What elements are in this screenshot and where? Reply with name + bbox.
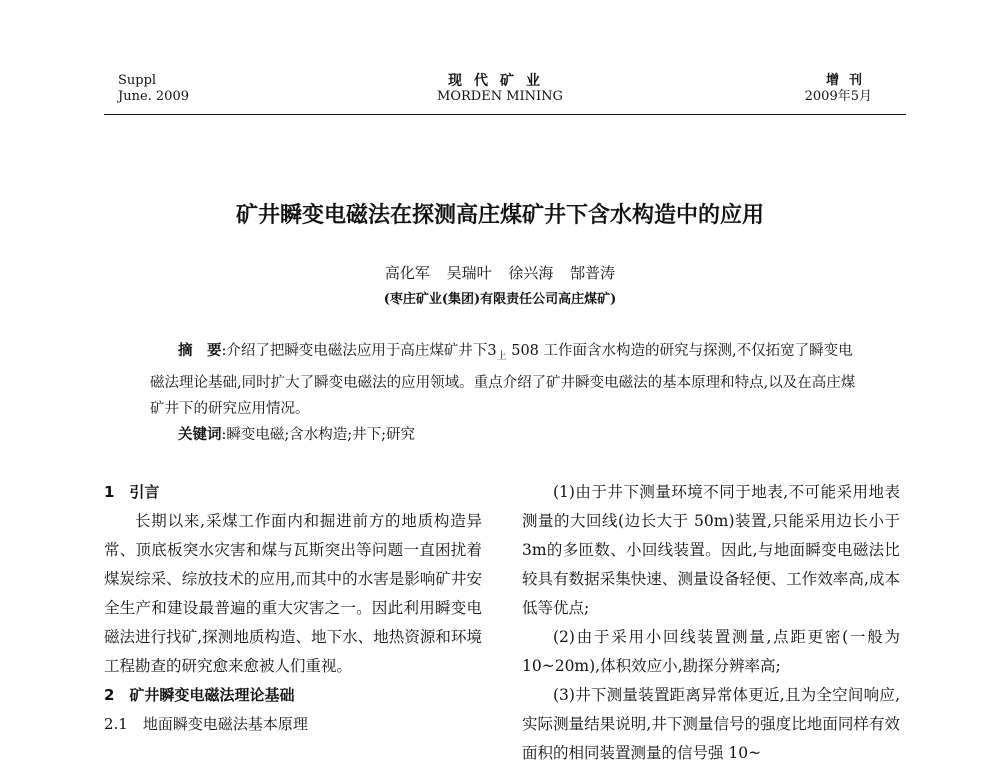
right-paragraph-1: (1)由于井下测量环境不同于地表,不可能采用地表测量的大回线(边长大于 50m)装置,只能采用边长小于3m的多匝数、小回线装置。因此,与地面瞬变电磁法比较具有数据采集快速、测量设备轻便、工作效率高,成本低等优点; [522, 483, 900, 617]
section-2-heading: 2 矿井瞬变电磁法理论基础 [104, 686, 295, 704]
section-2-1-heading: 2.1 地面瞬变电磁法基本原理 [104, 715, 308, 733]
header-month-year: June. 2009 [118, 89, 189, 104]
abstract-text [150, 338, 866, 422]
header-suppl: Suppl [118, 73, 157, 88]
header-supplement-cn: 增刊 [825, 73, 872, 88]
paper-title: 矿井瞬变电磁法在探测高庄煤矿井下含水构造中的应用 [235, 203, 764, 228]
journal-name-en: MORDEN MINING [437, 89, 563, 104]
body-left-column [104, 478, 482, 739]
header-rule [104, 114, 906, 115]
abstract [150, 338, 866, 448]
abstract-body-part1: :介绍了把瞬变电磁法应用于高庄煤矿井下3 [221, 343, 497, 359]
header-date [805, 73, 872, 105]
paper-affiliation: (枣庄矿业(集团)有限责任公司高庄煤矿) [383, 292, 617, 307]
section-1-paragraph: 长期以来,采煤工作面内和掘进前方的地质构造异常、顶底板突水灾害和煤与瓦斯突出等问题一直困扰着煤炭综采、综放技术的应用,而其中的水害是影响矿井安全生产和建设最普遍的重大灾害之一。因此利用瞬变电磁法进行找矿,探测地质构造、地下水、地热资源和环境工程勘查的研究愈来愈被人们重视。 [104, 512, 482, 675]
body-right-column [522, 478, 900, 768]
paper-authors: 高化军 吴瑞叶 徐兴海 郜普涛 [384, 264, 616, 282]
right-paragraph-3: (3)井下测量装置距离异常体更近,且为全空间响应,实际测量结果说明,井下测量信号的强度比地面同样有效面积的相同装置测量的信号强 10~ [522, 686, 900, 762]
keywords-list: :瞬变电磁;含水构造;井下;研究 [221, 426, 416, 443]
keywords-label: 关键词 [178, 426, 222, 443]
journal-name-cn: 现代矿业 [448, 73, 552, 89]
keywords [150, 422, 866, 448]
right-paragraph-2: (2)由于采用小回线装置测量,点距更密(一般为 10~20m),体积效应小,勘探分辨率高; [522, 628, 900, 675]
abstract-body-part2: 508 工作面含水构造的研究与探测,不仅拓宽了瞬变电磁法理论基础,同时扩大了瞬变电磁法的应用领域。重点介绍了矿井瞬变电磁法的基本原理和特点,以及在高庄煤矿井下的研究应用情况。 [150, 343, 856, 417]
section-1-heading: 1 引言 [104, 483, 160, 501]
abstract-subscript: 上 [496, 350, 507, 362]
header-date-cn: 2009年5月 [804, 89, 872, 104]
abstract-label: 摘 要 [178, 343, 222, 359]
